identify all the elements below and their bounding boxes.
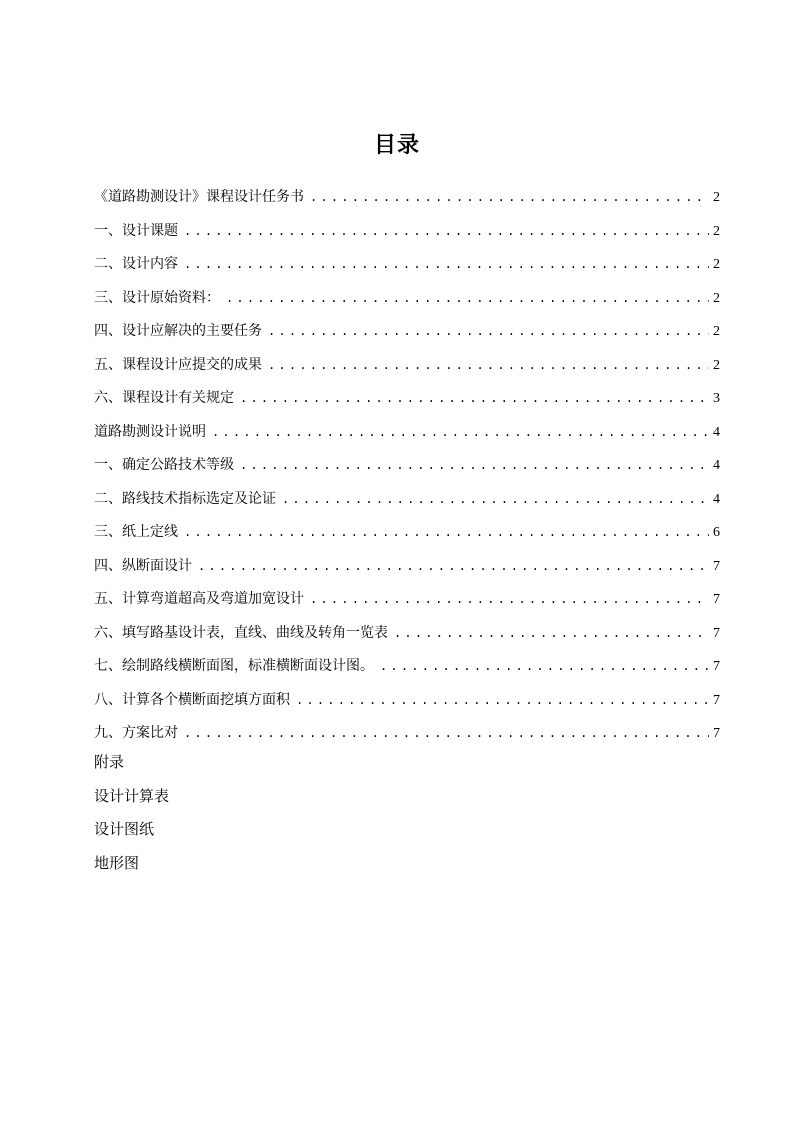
toc-leader-dots	[296, 684, 709, 718]
toc-entry-page: 7	[713, 659, 720, 674]
toc-leader-dots	[268, 349, 709, 383]
toc-leader-dots	[240, 449, 709, 483]
toc-leader-dots	[380, 650, 709, 684]
toc-entry[interactable]	[94, 382, 720, 416]
toc-leader-dots	[310, 181, 709, 215]
appendix-item-calculation-tables[interactable]: 设计计算表	[94, 786, 170, 805]
toc-leader-dots	[184, 215, 709, 249]
toc-entry[interactable]	[94, 684, 720, 718]
toc-entry-page: 2	[713, 290, 720, 306]
toc-entry-label: 《道路勘测设计》课程设计任务书	[94, 189, 304, 205]
toc-leader-dots	[212, 416, 709, 450]
toc-leader-dots	[268, 315, 709, 349]
toc-entry[interactable]	[94, 282, 720, 316]
toc-entry[interactable]	[94, 416, 720, 450]
toc-entry-page: 2	[713, 324, 720, 339]
toc-leader-dots	[198, 550, 709, 584]
appendix-section	[94, 746, 169, 880]
toc-entry-page: 4	[713, 424, 720, 440]
toc-entry-page: 4	[713, 491, 720, 507]
toc-entry[interactable]	[94, 215, 720, 249]
toc-entry-label: 三、设计原始资料：	[94, 289, 220, 306]
toc-entry[interactable]	[94, 617, 720, 651]
toc-entry-page: 4	[713, 458, 720, 473]
toc-leader-dots	[310, 583, 709, 617]
toc-leader-dots	[394, 617, 709, 651]
toc-entry[interactable]	[94, 550, 720, 584]
toc-leader-dots	[184, 248, 709, 282]
toc-entry-page: 7	[713, 625, 720, 641]
toc-leader-dots	[226, 282, 709, 316]
toc-leader-dots	[184, 717, 709, 751]
page-title: 目录	[373, 133, 420, 158]
toc-entry-label: 六、填写路基设计表，直线、曲线及转角一览表	[94, 624, 388, 641]
table-of-contents	[94, 181, 720, 751]
toc-entry-label: 四、设计应解决的主要任务	[94, 323, 262, 339]
toc-entry-label: 一、设计课题	[94, 222, 178, 239]
toc-entry[interactable]	[94, 483, 720, 517]
toc-leader-dots	[282, 483, 709, 517]
toc-entry[interactable]	[94, 717, 720, 751]
toc-entry-label: 八、计算各个横断面挖填方面积	[94, 691, 290, 708]
appendix-item-design-drawings[interactable]: 设计图纸	[94, 820, 155, 838]
toc-entry-page: 7	[713, 558, 720, 574]
toc-entry-label: 三、纸上定线	[94, 524, 178, 540]
toc-entry-page: 2	[713, 257, 720, 272]
toc-entry-page: 2	[713, 190, 720, 205]
toc-entry-page: 7	[713, 726, 720, 741]
toc-entry-page: 2	[713, 357, 720, 373]
toc-entry-page: 2	[713, 223, 720, 239]
toc-entry[interactable]	[94, 349, 720, 383]
toc-entry[interactable]	[94, 315, 720, 349]
toc-entry-label: 二、路线技术指标选定及论证	[94, 490, 276, 507]
toc-entry-page: 3	[713, 391, 720, 406]
toc-entry[interactable]	[94, 650, 720, 684]
toc-entry[interactable]	[94, 449, 720, 483]
toc-entry[interactable]	[94, 583, 720, 617]
toc-leader-dots	[240, 382, 709, 416]
toc-leader-dots	[184, 516, 709, 550]
toc-entry[interactable]	[94, 516, 720, 550]
appendix-heading[interactable]: 附录	[94, 753, 125, 771]
toc-entry-label: 九、方案比对	[94, 725, 178, 741]
toc-entry-label: 六、课程设计有关规定	[94, 390, 234, 406]
toc-entry-page: 7	[713, 692, 720, 708]
toc-entry-label: 道路勘测设计说明	[94, 423, 206, 440]
toc-entry-page: 7	[713, 592, 720, 607]
toc-entry-label: 五、计算弯道超高及弯道加宽设计	[94, 591, 304, 607]
toc-entry-label: 二、设计内容	[94, 256, 178, 272]
toc-entry-label: 七、绘制路线横断面图，标准横断面设计图。	[94, 658, 374, 674]
toc-entry[interactable]	[94, 181, 720, 215]
toc-entry[interactable]	[94, 248, 720, 282]
appendix-item-topographic-map[interactable]: 地形图	[94, 853, 140, 872]
toc-entry-page: 6	[713, 525, 720, 540]
toc-entry-label: 四、纵断面设计	[94, 557, 192, 574]
toc-entry-label: 五、课程设计应提交的成果	[94, 356, 262, 373]
toc-entry-label: 一、确定公路技术等级	[94, 457, 234, 473]
